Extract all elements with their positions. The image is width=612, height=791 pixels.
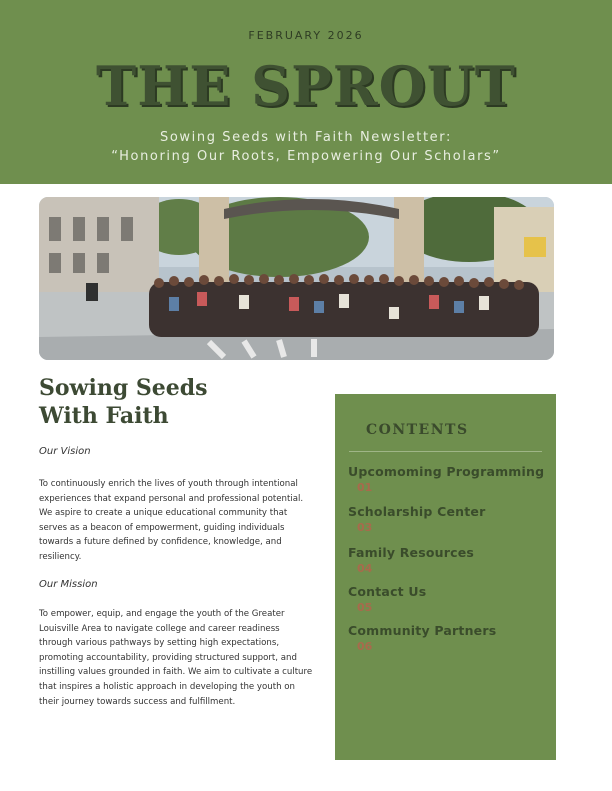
contents-panel [335,394,556,760]
toc-item-programming[interactable] [348,464,553,494]
newsletter-tagline: “Honoring Our Roots, Empowering Our Scholars” [111,149,501,164]
vision-text: To continuously enrich the lives of youth through intentional experiences that expand personal and professional potential. We aspire to create a unique educational community that serves as a beacon of empowerment, guiding individuals towards a future defined by confidence, knowledge, and resiliency. [39,479,304,562]
toc-page-number: 01 [357,481,373,494]
toc-page-number: 03 [357,521,373,534]
section-title-line2: With Faith [39,403,169,429]
masthead-title: THE SPROUT [96,54,516,118]
toc-label: Community Partners [348,623,497,638]
contents-divider [349,451,542,452]
mission-text: To empower, equip, and engage the youth of the Greater Louisville Area to navigate college and career readiness through various pathways by setting high expectations, promoting accountability, providing structured support, and instilling values grounded in faith. We aim to cultivate a culture that inspires a holistic approach in developing the youth on their journey towards success and fulfillment. [39,609,313,707]
contents-title: CONTENTS [366,422,469,438]
toc-page-number: 04 [357,562,373,575]
toc-item-contact[interactable] [348,584,553,614]
toc-label: Upcomoming Programming [348,464,545,479]
toc-item-family[interactable] [348,545,553,575]
toc-item-scholarship[interactable] [348,504,553,534]
section-title [39,374,208,430]
issue-date: FEBRUARY 2026 [248,29,364,42]
newsletter-subtitle: Sowing Seeds with Faith Newsletter: [160,130,452,145]
toc-label: Contact Us [348,584,427,599]
toc-label: Scholarship Center [348,504,486,519]
toc-label: Family Resources [348,545,475,560]
mission-label: Our Mission [39,579,98,590]
section-title-line1: Sowing Seeds [39,375,208,401]
header-banner [0,0,612,184]
toc-page-number: 06 [357,640,373,653]
group-photo [39,197,554,360]
toc-item-partners[interactable] [348,623,553,653]
vision-label: Our Vision [39,446,91,457]
toc-page-number: 05 [357,601,373,614]
